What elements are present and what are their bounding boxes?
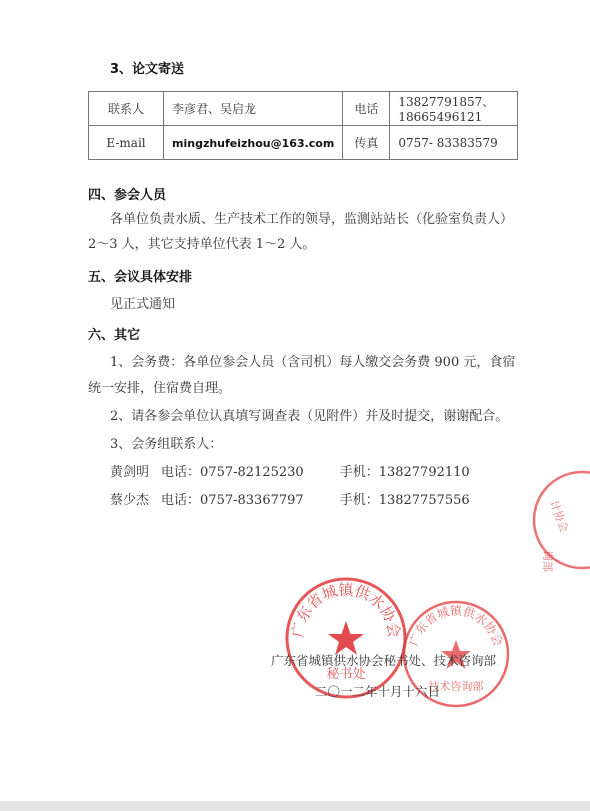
email-value-cell (164, 126, 343, 160)
section-4-line-2: 2～3 人，其它支持单位代表 1～2 人。 (88, 237, 316, 252)
scan-edge (0, 801, 590, 811)
section-5-text: 见正式通知 (110, 297, 176, 312)
table-row (89, 92, 518, 126)
contact-mobile: 13827757556 (378, 493, 470, 508)
contact-phone-label: 电话： (161, 493, 201, 508)
signature-date: 二〇一二年十月十六日 (315, 684, 441, 699)
contact-table (88, 91, 518, 160)
seal-sub-text: 技术咨询部 (428, 680, 484, 693)
contact-person-row (110, 490, 470, 512)
section-4-line-1: 各单位负责水质、生产技术工作的领导，监测站站长（化验室负责人） (110, 212, 514, 227)
contact-phone: 0757-82125230 (200, 465, 304, 480)
section-3-heading: 3、论文寄送 (110, 62, 185, 77)
fax-label-cell: 传真 (343, 126, 390, 160)
partial-edge-seal (520, 462, 590, 582)
email-label-cell: E-mail (89, 126, 164, 160)
signature-organization: 广东省城镇供水协会秘书处、技术咨询部 (271, 653, 497, 668)
seal-sub-text: 秘书处 (326, 667, 366, 682)
phone-label-cell: 电话 (343, 92, 390, 126)
contact-name: 黄剑明 (110, 465, 150, 480)
section-5-heading: 五、会议具体安排 (88, 270, 193, 285)
section-4-heading: 四、参会人员 (88, 188, 167, 203)
table-row (89, 126, 518, 160)
contact-phone: 0757-83367797 (200, 493, 304, 508)
contact-names-cell: 李彦君、吴启龙 (164, 92, 343, 126)
contact-label-cell: 联系人 (89, 92, 164, 126)
section-6-item-2: 2、请各参会单位认真填写调查表（见附件）并及时提交，谢谢配合。 (110, 409, 509, 424)
section-6-item-1-line-1: 1、会务费：各单位参会人员（含司机）每人缴交会务费 900 元，食宿 (110, 355, 516, 370)
contact-phone-label: 电话： (161, 465, 201, 480)
section-6-item-1-line-2: 统一安排，住宿费自理。 (88, 381, 232, 396)
contact-mobile: 13827792110 (378, 465, 470, 480)
contact-name: 蔡少杰 (110, 493, 150, 508)
fax-value-cell: 0757- 83383579 (390, 126, 518, 160)
contact-mobile-label: 手机： (339, 493, 379, 508)
contact-mobile-label: 手机： (339, 465, 379, 480)
seal-arc-text: 广东省城镇供水协会 (288, 581, 404, 639)
section-6-heading: 六、其它 (88, 328, 141, 343)
phone-value-cell: 13827791857、18665496121 (390, 92, 518, 126)
svg-text:计协会: 计协会 (547, 498, 571, 535)
contact-person-row (110, 462, 470, 484)
seal-arc-text: 广东省城镇供水协会 (406, 603, 506, 648)
svg-text:询部: 询部 (541, 550, 554, 572)
email-address: mingzhufeizhou@163.com (172, 136, 335, 150)
section-6-item-3: 3、会务组联系人： (110, 437, 223, 452)
